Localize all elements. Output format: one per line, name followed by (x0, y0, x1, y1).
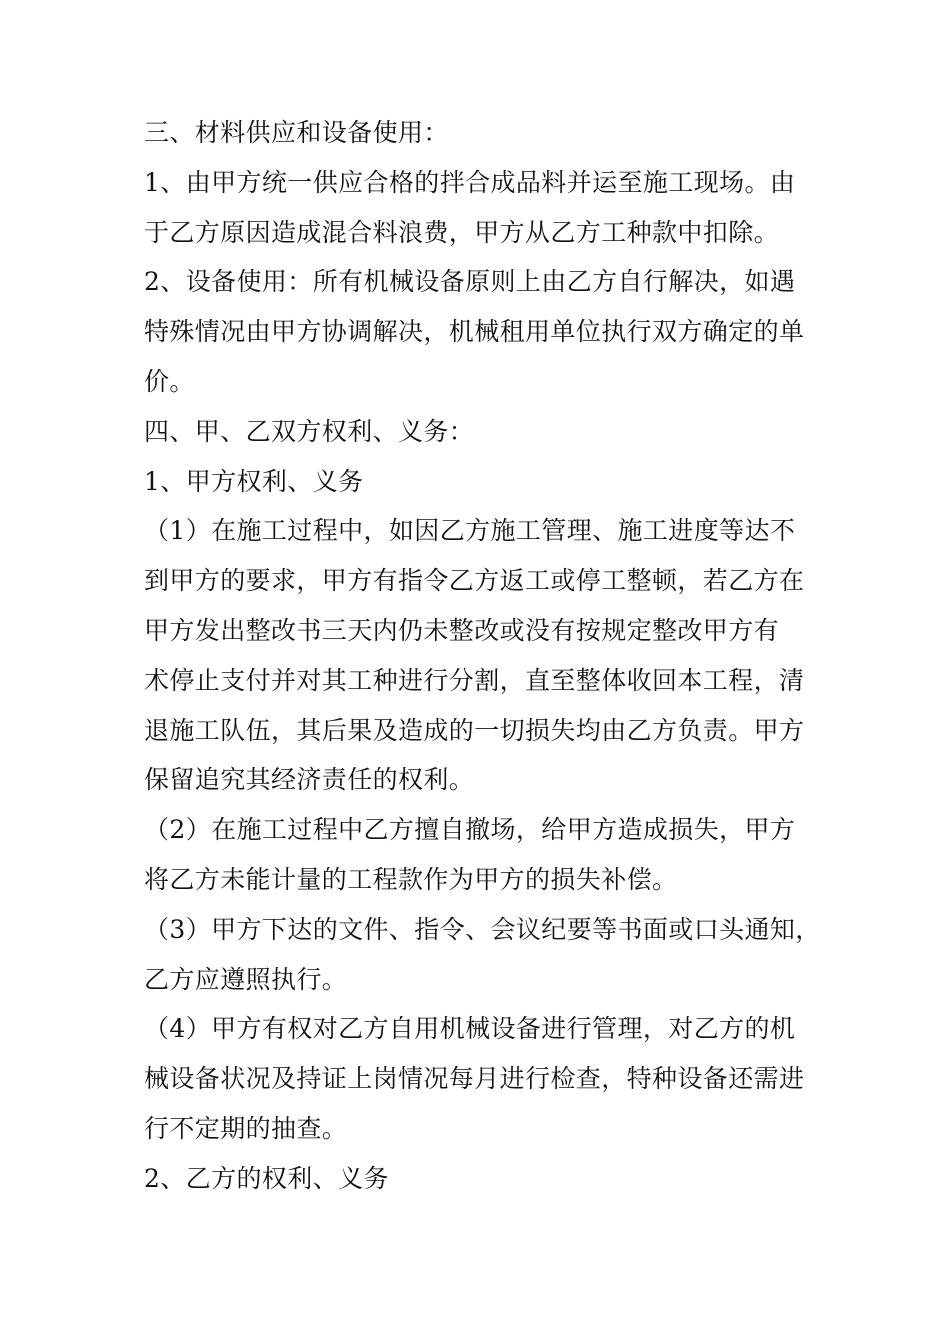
item-4-line-3: 行不定期的抽查。 (144, 1113, 348, 1143)
clause-2-line-2: 特殊情况由甲方协调解决，机械租用单位执行双方确定的单 (144, 317, 805, 347)
item-2-line-1: （2）在施工过程中乙方擅自撤场，给甲方造成损失，甲方 (144, 815, 796, 845)
document-body (144, 108, 834, 1204)
item-3-line-2: 乙方应遵照执行。 (144, 964, 348, 994)
item-1-line-3: 甲方发出整改书三天内仍未整改或没有按规定整改甲方有 (144, 615, 780, 645)
item-1-line-6: 保留追究其经济责任的权利。 (144, 765, 475, 795)
section-heading-materials: 三、材料供应和设备使用： (144, 118, 449, 147)
item-4-line-1: （4）甲方有权对乙方自用机械设备进行管理，对乙方的机 (144, 1014, 796, 1044)
item-1-line-4: 术停止支付并对其工种进行分割，直至整体收回本工程，清 (144, 665, 805, 695)
item-1-line-2: 到甲方的要求，甲方有指令乙方返工或停工整顿，若乙方在 (144, 566, 805, 596)
section-heading-rights: 四、甲、乙双方权利、义务： (144, 416, 475, 446)
clause-2-line-3: 价。 (144, 366, 195, 396)
item-1-line-5: 退施工队伍，其后果及造成的一切损失均由乙方负责。甲方 (144, 715, 805, 745)
clause-1-line-2: 于乙方原因造成混合料浪费，甲方从乙方工种款中扣除。 (144, 217, 780, 247)
subsection-heading-party-a: 1、甲方权利、义务 (144, 466, 364, 496)
item-4-line-2: 械设备状况及持证上岗情况每月进行检查，特种设备还需进 (144, 1064, 805, 1094)
clause-2-line-1: 2、设备使用：所有机械设备原则上由乙方自行解决，如遇 (144, 267, 796, 297)
item-3-line-1: （3）甲方下达的文件、指令、会议纪要等书面或口头通知， (144, 914, 821, 944)
subsection-heading-party-b: 2、乙方的权利、义务 (144, 1163, 389, 1193)
clause-1-line-1: 1、由甲方统一供应合格的拌合成品料并运至施工现场。由 (144, 167, 796, 197)
item-1-line-1: （1）在施工过程中，如因乙方施工管理、施工进度等达不 (144, 516, 796, 546)
item-2-line-2: 将乙方未能计量的工程款作为甲方的损失补偿。 (144, 864, 678, 894)
